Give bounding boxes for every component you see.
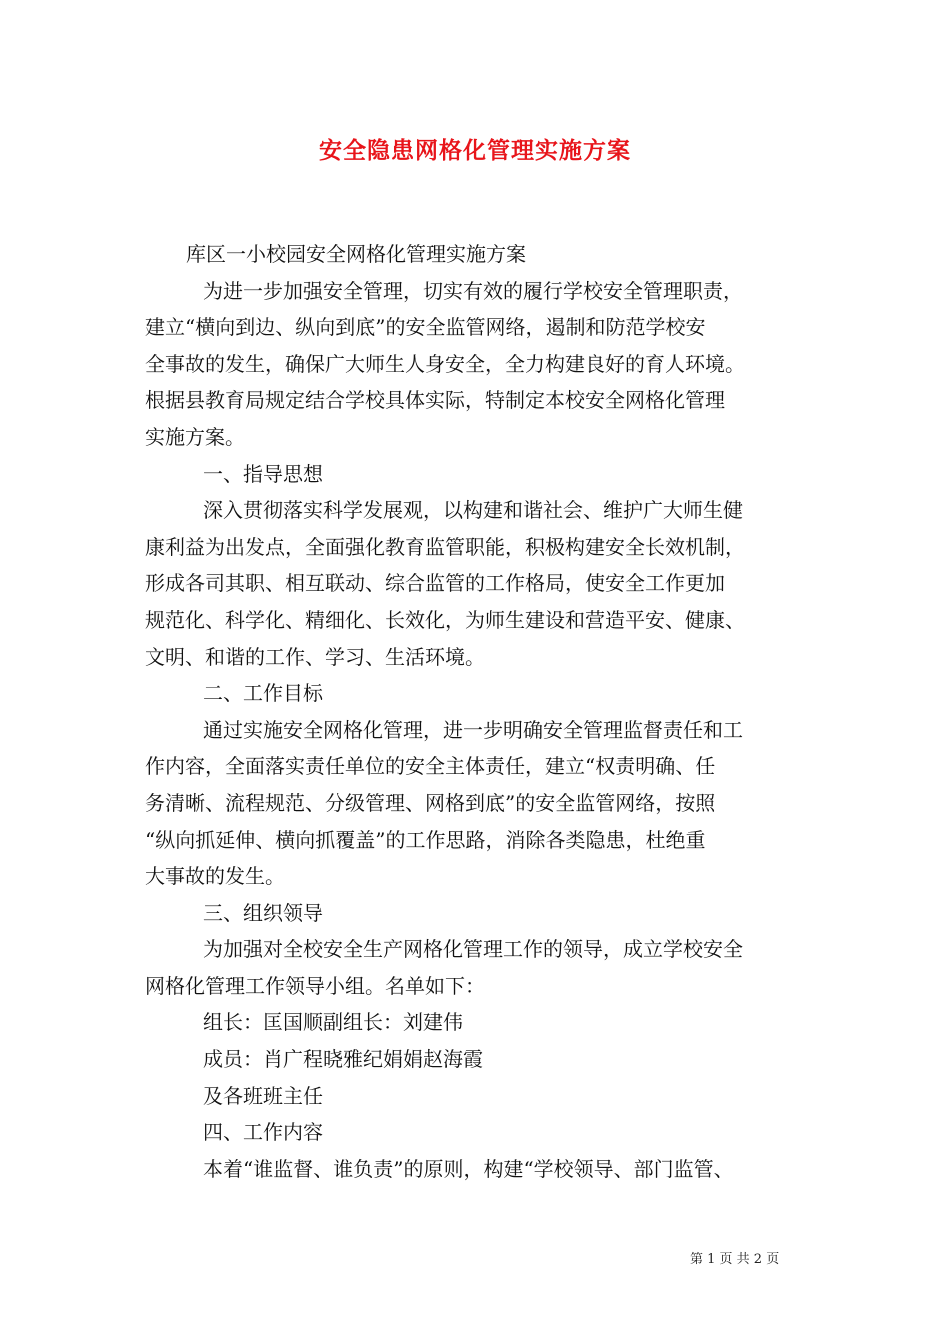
page-number: 第 1 页 共 2 页: [690, 1252, 780, 1267]
document-body: [145, 236, 813, 1187]
paragraph-line: 成员：肖广程晓雅纪娟娟赵海霞: [203, 1047, 483, 1072]
paragraph-line: 文明、和谐的工作、学习、生活环境。: [145, 644, 485, 669]
paragraph-line: 通过实施安全网格化管理，进一步明确安全管理监督责任和工: [203, 717, 743, 742]
section-heading: 四、工作内容: [203, 1120, 323, 1145]
paragraph-line: 建立“横向到边、纵向到底”的安全监管网络，遏制和防范学校安: [145, 315, 706, 340]
paragraph-line: 本着“谁监督、谁负责”的原则，构建“学校领导、部门监管、: [203, 1156, 734, 1181]
paragraph-line: 实施方案。: [145, 424, 245, 449]
subtitle-line: 库区一小校园安全网格化管理实施方案: [186, 242, 526, 266]
paragraph-line: 形成各司其职、相互联动、综合监管的工作格局，使安全工作更加: [145, 571, 725, 596]
paragraph-line: 作内容，全面落实责任单位的安全主体责任，建立“权责明确、任: [145, 754, 716, 779]
paragraph-line: 规范化、科学化、精细化、长效化，为师生建设和营造平安、健康、: [145, 607, 745, 632]
paragraph-line: 及各班班主任: [203, 1083, 323, 1108]
paragraph-line: 网格化管理工作领导小组。名单如下：: [145, 973, 485, 998]
paragraph-line: 务清晰、流程规范、分级管理、网格到底”的安全监管网络，按照: [145, 790, 716, 815]
paragraph-line: 根据县教育局规定结合学校具体实际，特制定本校安全网格化管理: [145, 388, 725, 413]
paragraph-line: 为加强对全校安全生产网格化管理工作的领导，成立学校安全: [203, 937, 743, 962]
paragraph-line: 深入贯彻落实科学发展观，以构建和谐社会、维护广大师生健: [203, 498, 743, 523]
section-heading: 三、组织领导: [203, 900, 323, 925]
paragraph-line: 康利益为出发点，全面强化教育监管职能，积极构建安全长效机制，: [145, 534, 745, 559]
section-heading: 二、工作目标: [203, 681, 323, 706]
section-heading: 一、指导思想: [203, 461, 323, 486]
paragraph-line: 大事故的发生。: [145, 864, 285, 889]
paragraph-line: 全事故的发生，确保广大师生人身安全，全力构建良好的育人环境。: [145, 351, 745, 376]
paragraph-line: 为进一步加强安全管理，切实有效的履行学校安全管理职责，: [203, 278, 743, 303]
paragraph-line: 组长：匡国顺副组长：刘建伟: [203, 1010, 463, 1035]
document-title: 安全隐患网格化管理实施方案: [319, 137, 631, 164]
paragraph-line: “纵向抓延伸、横向抓覆盖”的工作思路，消除各类隐患，杜绝重: [145, 827, 706, 852]
